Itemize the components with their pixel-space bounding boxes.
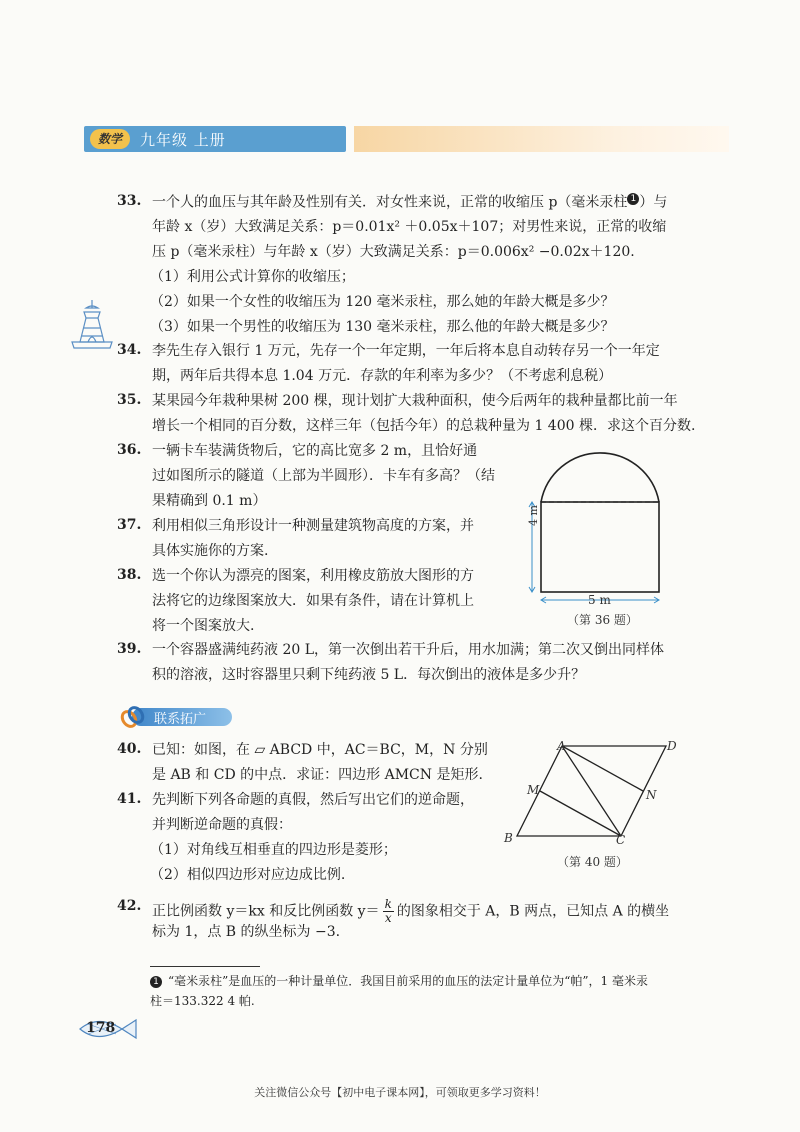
problem-number-36: 36. xyxy=(117,442,142,458)
problem-36-line-2: 过如图所示的隧道（上部为半圆形）．卡车有多高？（结 xyxy=(152,468,495,484)
problem-number-42: 42. xyxy=(117,898,142,914)
figure-40-label-n: N xyxy=(646,788,657,802)
book-title: 九年级 上册 xyxy=(140,131,226,149)
problem-33-sub-2: （2）如果一个女性的收缩压为 120 毫米汞柱，那么她的年龄大概是多少？ xyxy=(150,294,615,310)
figure-36-caption: （第 36 题） xyxy=(567,613,638,627)
figure-36-height-label: 4 m xyxy=(527,505,540,526)
problem-number-34: 34. xyxy=(117,342,142,358)
problem-33-line-3: 压 p（毫米汞柱）与年龄 x（岁）大致满足关系：p＝0.006x² −0.02x＋120. xyxy=(152,244,635,260)
section-title: 联系拓广 xyxy=(154,712,207,727)
figure-40-label-m: M xyxy=(527,783,540,797)
header-orange-band xyxy=(354,126,729,152)
problem-41-line-2: 并判断逆命题的真假： xyxy=(152,817,292,833)
footnote-line-1 xyxy=(150,972,648,990)
problem-number-41: 41. xyxy=(117,791,142,807)
problem-40-line-1: 已知：如图，在 ▱ ABCD 中，AC＝BC，M，N 分别 xyxy=(152,742,488,758)
problem-36-line-3: 果精确到 0.1 m） xyxy=(152,493,267,509)
footnote-marker: 1 xyxy=(627,193,639,205)
bottom-promo-note: 关注微信公众号【初中电子课本网】，可领取更多学习资料！ xyxy=(254,1086,546,1099)
chain-link-icon xyxy=(120,706,148,728)
problem-33-sub-3: （3）如果一个男性的收缩压为 130 毫米汞柱，那么他的年龄大概是多少？ xyxy=(150,319,615,335)
figure-40-label-b: B xyxy=(504,831,513,845)
problem-number-37: 37. xyxy=(117,517,142,533)
fraction-numerator: k xyxy=(384,897,392,911)
problem-39-line-1: 一个容器盛满纯药液 20 L，第一次倒出若干升后，用水加满；第二次又倒出同样体 xyxy=(152,642,665,658)
problem-42-text-1b: 的图象相交于 A，B 两点，已知点 A 的横坐 xyxy=(396,903,670,920)
footnote-text-1: “毫米汞柱”是血压的一种计量单位．我国目前采用的血压的法定计量单位为“帕”，1 毫米汞 xyxy=(168,974,648,988)
problem-38-line-3: 将一个图案放大. xyxy=(152,618,255,634)
figure-36-width-label: 5 m xyxy=(588,593,611,607)
problem-33-line-1 xyxy=(152,193,667,212)
fraction-k-over-x xyxy=(383,898,394,925)
problem-34-line-2: 期，两年后共得本息 1.04 万元．存款的年利率为多少？（不考虑利息税） xyxy=(152,368,613,384)
problem-37-line-2: 具体实施你的方案. xyxy=(152,543,269,559)
problem-41-line-1: 先判断下列各命题的真假，然后写出它们的逆命题， xyxy=(152,792,474,808)
page-number-badge xyxy=(78,1014,138,1044)
problem-number-40: 40. xyxy=(117,741,142,757)
subject-badge: 数学 xyxy=(90,129,130,149)
page-number: 178 xyxy=(86,1020,116,1036)
footnote-divider xyxy=(150,966,260,967)
tower-decoration-icon xyxy=(68,298,116,352)
problem-34-line-1: 李先生存入银行 1 万元，先存一个一年定期，一年后将本息自动转存另一个一年定 xyxy=(152,343,660,359)
problem-33-text-1b: ）与 xyxy=(639,194,668,211)
problem-39-line-2: 积的溶液，这时容器里只剩下纯药液 5 L．每次倒出的液体是多少升？ xyxy=(152,667,586,683)
footnote-line-2: 柱＝133.322 4 帕. xyxy=(150,994,255,1008)
footnote-number: 1 xyxy=(150,976,162,988)
figure-40-label-d: D xyxy=(667,739,677,753)
problem-41-sub-1: （1）对角线互相垂直的四边形是菱形； xyxy=(150,842,397,858)
fraction-denominator: x xyxy=(384,911,392,925)
problem-33-text-1a: 一个人的血压与其年龄及性别有关．对女性来说，正常的收缩压 p（毫米汞柱 xyxy=(152,194,628,211)
problem-42-text-1a: 正比例函数 y＝kx 和反比例函数 y＝ xyxy=(152,903,380,920)
problem-42-line-2: 标为 1，点 B 的纵坐标为 −3. xyxy=(152,924,341,940)
problem-37-line-1: 利用相似三角形设计一种测量建筑物高度的方案，并 xyxy=(152,518,474,534)
problem-35-line-1: 某果园今年栽种果树 200 棵，现计划扩大栽种面积，使今后两年的栽种量都比前一年 xyxy=(152,393,678,409)
figure-40-label-a: A xyxy=(557,739,566,753)
problem-42-line-1 xyxy=(152,898,669,925)
figure-40-caption: （第 40 题） xyxy=(557,855,628,869)
problem-33-line-2: 年龄 x（岁）大致满足关系：p＝0.01x² ＋0.05x＋107；对男性来说，正常的收缩 xyxy=(152,219,667,235)
problem-40-line-2: 是 AB 和 CD 的中点．求证：四边形 AMCN 是矩形. xyxy=(152,767,483,783)
problem-38-line-2: 法将它的边缘图案放大．如果有条件，请在计算机上 xyxy=(152,593,474,609)
problem-36-line-1: 一辆卡车装满货物后，它的高比宽多 2 m，且恰好通 xyxy=(152,443,478,459)
problem-number-38: 38. xyxy=(117,567,142,583)
figure-40-label-c: C xyxy=(616,833,626,847)
problem-number-35: 35. xyxy=(117,392,142,408)
section-tag-extension xyxy=(120,706,235,728)
problem-number-33: 33. xyxy=(117,193,142,209)
problem-33-sub-1: （1）利用公式计算你的收缩压； xyxy=(150,269,355,285)
problem-41-sub-2: （2）相似四边形对应边成比例. xyxy=(150,867,346,883)
problem-35-line-2: 增长一个相同的百分数，这样三年（包括今年）的总栽种量为 1 400 棵．求这个百分数. xyxy=(152,418,696,434)
problem-number-39: 39. xyxy=(117,641,142,657)
page-header xyxy=(84,126,729,152)
problem-38-line-1: 选一个你认为漂亮的图案，利用橡皮筋放大图形的方 xyxy=(152,568,474,584)
